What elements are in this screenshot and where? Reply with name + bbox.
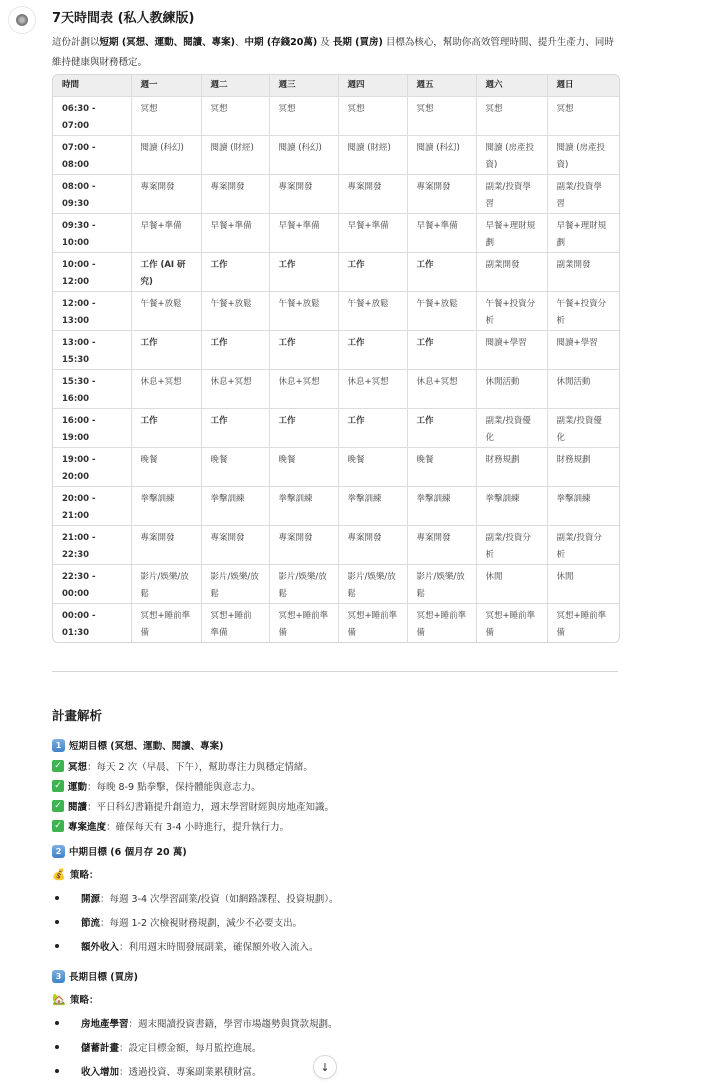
activity-cell: 午餐+放鬆 xyxy=(269,292,338,331)
item-label: 冥想 xyxy=(68,762,88,773)
time-slot-cell: 21:00 - 22:30 xyxy=(53,526,131,565)
activity-cell: 午餐+放鬆 xyxy=(407,292,476,331)
activity-cell: 休閒活動 xyxy=(547,370,619,409)
time-slot-cell: 00:00 - 01:30 xyxy=(53,604,131,643)
table-row xyxy=(53,604,619,643)
list-item xyxy=(52,934,622,958)
heading-text: 長期目標 (買房) xyxy=(69,972,138,983)
activity-cell: 午餐+投資分析 xyxy=(547,292,619,331)
activity-cell: 冥想 xyxy=(201,97,269,136)
activity-cell: 工作 xyxy=(338,409,407,448)
activity-cell: 冥想 xyxy=(547,97,619,136)
bullet-icon xyxy=(55,896,59,900)
activity-cell: 休息+冥想 xyxy=(201,370,269,409)
item-label: 收入增加 xyxy=(81,1067,120,1078)
header-time: 時間 xyxy=(53,75,131,97)
activity-cell: 午餐+放鬆 xyxy=(201,292,269,331)
long-term-section xyxy=(52,965,622,1083)
activity-cell: 冥想 xyxy=(338,97,407,136)
activity-cell: 冥想 xyxy=(269,97,338,136)
activity-cell: 工作 xyxy=(407,409,476,448)
table-row xyxy=(53,448,619,487)
mid-term-section xyxy=(52,840,622,958)
activity-cell: 影片/娛樂/放鬆 xyxy=(407,565,476,604)
check-icon: ✓ xyxy=(52,800,64,812)
activity-cell: 專案開發 xyxy=(407,526,476,565)
item-text: ：透過投資、專案副業累積財富。 xyxy=(119,1067,262,1078)
time-slot-cell: 19:00 - 20:00 xyxy=(53,448,131,487)
intro-text: 、 xyxy=(235,37,245,48)
keycap-1-icon: 1 xyxy=(52,739,65,752)
time-slot-cell: 22:30 - 00:00 xyxy=(53,565,131,604)
item-text: ：每週 3-4 次學習副業/投資（如網路課程、投資規劃）。 xyxy=(100,894,339,905)
activity-cell: 早餐+理財規劃 xyxy=(547,214,619,253)
check-icon: ✓ xyxy=(52,820,64,832)
header-monday: 週一 xyxy=(131,75,201,97)
item-label: 運動 xyxy=(68,782,88,793)
activity-cell: 午餐+投資分析 xyxy=(476,292,547,331)
activity-cell: 休息+冥想 xyxy=(338,370,407,409)
activity-cell: 冥想+睡前準備 xyxy=(201,604,269,643)
house-icon: 🏡 xyxy=(52,992,66,1006)
check-icon: ✓ xyxy=(52,760,64,772)
bullet-icon xyxy=(55,944,59,948)
item-text: ：平日科幻書籍提升創造力，週末學習財經與房地產知識。 xyxy=(87,802,335,813)
activity-cell: 拳擊訓練 xyxy=(201,487,269,526)
intro-text: 及 xyxy=(317,37,330,48)
heading-text: 中期目標 (6 個月存 20 萬) xyxy=(69,847,187,858)
activity-cell: 專案開發 xyxy=(201,526,269,565)
intro-text: 這份計劃以 xyxy=(52,37,100,48)
time-slot-cell: 08:00 - 09:30 xyxy=(53,175,131,214)
table-row xyxy=(53,292,619,331)
activity-cell: 冥想 xyxy=(476,97,547,136)
time-slot-cell: 06:30 - 07:00 xyxy=(53,97,131,136)
keycap-2-icon: 2 xyxy=(52,845,65,858)
activity-cell: 副業開發 xyxy=(476,253,547,292)
bullet-icon xyxy=(55,1021,59,1025)
table-row xyxy=(53,253,619,292)
intro-text: 目標為核心，幫助你高效管理時間、提升生產力、同時維持健康與財務穩定。 xyxy=(52,37,614,68)
list-item xyxy=(52,1035,622,1059)
activity-cell: 專案開發 xyxy=(407,175,476,214)
item-label: 節流 xyxy=(81,918,101,929)
time-slot-cell: 16:00 - 19:00 xyxy=(53,409,131,448)
list-item xyxy=(52,756,622,776)
activity-cell: 工作 xyxy=(338,331,407,370)
section-divider xyxy=(52,671,618,672)
activity-cell: 副業/投資學習 xyxy=(547,175,619,214)
intro-paragraph xyxy=(52,33,622,73)
activity-cell: 冥想+睡前準備 xyxy=(407,604,476,643)
activity-cell: 影片/娛樂/放鬆 xyxy=(131,565,201,604)
activity-cell: 休息+冥想 xyxy=(131,370,201,409)
activity-cell: 專案開發 xyxy=(269,526,338,565)
table-row xyxy=(53,214,619,253)
intro-mid-term: 中期 (存錢20萬) xyxy=(244,37,318,48)
activity-cell: 午餐+放鬆 xyxy=(338,292,407,331)
table-header-row xyxy=(53,75,619,97)
activity-cell: 工作 xyxy=(338,253,407,292)
item-text: ：確保每天有 3-4 小時進行，提升執行力。 xyxy=(106,822,290,833)
table-row xyxy=(53,370,619,409)
activity-cell: 冥想+睡前準備 xyxy=(476,604,547,643)
short-term-heading xyxy=(52,734,622,756)
activity-cell: 晚餐 xyxy=(201,448,269,487)
activity-cell: 晚餐 xyxy=(131,448,201,487)
table-row xyxy=(53,487,619,526)
time-slot-cell: 07:00 - 08:00 xyxy=(53,136,131,175)
time-slot-cell: 09:30 - 10:00 xyxy=(53,214,131,253)
header-tuesday: 週二 xyxy=(201,75,269,97)
intro-short-term: 短期 (冥想、運動、閱讀、專案) xyxy=(99,37,236,48)
activity-cell: 工作 xyxy=(269,409,338,448)
header-thursday: 週四 xyxy=(338,75,407,97)
table-row xyxy=(53,409,619,448)
item-label: 儲蓄計畫 xyxy=(81,1043,120,1054)
heading-text: 短期目標 (冥想、運動、閱讀、專案) xyxy=(69,741,224,752)
activity-cell: 工作 (AI 研究) xyxy=(131,253,201,292)
item-text: ：每天 2 次（早晨、下午），幫助專注力與穩定情緒。 xyxy=(87,762,313,773)
item-text: ：利用週末時間發展副業，確保額外收入流入。 xyxy=(119,942,319,953)
activity-cell: 工作 xyxy=(131,409,201,448)
activity-cell: 專案開發 xyxy=(338,526,407,565)
header-wednesday: 週三 xyxy=(269,75,338,97)
activity-cell: 副業/投資優化 xyxy=(476,409,547,448)
activity-cell: 午餐+放鬆 xyxy=(131,292,201,331)
header-saturday: 週六 xyxy=(476,75,547,97)
activity-cell: 晚餐 xyxy=(269,448,338,487)
activity-cell: 影片/娛樂/放鬆 xyxy=(201,565,269,604)
arrow-down-icon: ↓ xyxy=(320,1060,330,1074)
activity-cell: 專案開發 xyxy=(131,526,201,565)
list-item xyxy=(52,776,622,796)
item-label: 開源 xyxy=(81,894,101,905)
activity-cell: 副業/投資學習 xyxy=(476,175,547,214)
activity-cell: 冥想+睡前準備 xyxy=(131,604,201,643)
activity-cell: 閱讀 (房產投資) xyxy=(476,136,547,175)
message-title: 7天時間表 (私人教練版) xyxy=(52,11,195,26)
short-term-section xyxy=(52,734,622,836)
activity-cell: 早餐+準備 xyxy=(338,214,407,253)
long-term-strategy-label xyxy=(52,987,622,1011)
activity-cell: 工作 xyxy=(407,331,476,370)
activity-cell: 工作 xyxy=(131,331,201,370)
activity-cell: 拳擊訓練 xyxy=(407,487,476,526)
activity-cell: 財務規劃 xyxy=(476,448,547,487)
activity-cell: 影片/娛樂/放鬆 xyxy=(338,565,407,604)
table-row xyxy=(53,136,619,175)
activity-cell: 工作 xyxy=(201,409,269,448)
activity-cell: 休息+冥想 xyxy=(407,370,476,409)
list-item xyxy=(52,1011,622,1035)
table-row xyxy=(53,175,619,214)
activity-cell: 休息+冥想 xyxy=(269,370,338,409)
activity-cell: 副業/投資優化 xyxy=(547,409,619,448)
activity-cell: 拳擊訓練 xyxy=(269,487,338,526)
assistant-avatar xyxy=(8,6,36,34)
list-item xyxy=(52,1059,622,1083)
activity-cell: 專案開發 xyxy=(131,175,201,214)
analysis-title: 計畫解析 xyxy=(52,708,103,723)
activity-cell: 副業/投資分析 xyxy=(476,526,547,565)
activity-cell: 早餐+準備 xyxy=(131,214,201,253)
activity-cell: 工作 xyxy=(201,331,269,370)
schedule-table xyxy=(52,74,620,643)
header-sunday: 週日 xyxy=(547,75,619,97)
list-item xyxy=(52,886,622,910)
activity-cell: 休閒 xyxy=(476,565,547,604)
strategy-text: 策略： xyxy=(70,870,99,881)
time-slot-cell: 12:00 - 13:00 xyxy=(53,292,131,331)
time-slot-cell: 10:00 - 12:00 xyxy=(53,253,131,292)
activity-cell: 閱讀 (房產投資) xyxy=(547,136,619,175)
activity-cell: 工作 xyxy=(269,331,338,370)
item-text: ：每週 1-2 次檢視財務規劃，減少不必要支出。 xyxy=(100,918,303,929)
table-row xyxy=(53,526,619,565)
item-text: ：週末閱讀投資書籍，學習市場趨勢與貸款規劃。 xyxy=(128,1019,338,1030)
activity-cell: 影片/娛樂/放鬆 xyxy=(269,565,338,604)
activity-cell: 閱讀+學習 xyxy=(476,331,547,370)
list-item xyxy=(52,796,622,816)
item-text: ：設定目標金額，每月監控進展。 xyxy=(119,1043,262,1054)
table-row xyxy=(53,565,619,604)
activity-cell: 閱讀 (財經) xyxy=(338,136,407,175)
activity-cell: 專案開發 xyxy=(338,175,407,214)
activity-cell: 拳擊訓練 xyxy=(547,487,619,526)
activity-cell: 閱讀 (科幻) xyxy=(131,136,201,175)
activity-cell: 冥想+睡前準備 xyxy=(338,604,407,643)
activity-cell: 休閒活動 xyxy=(476,370,547,409)
activity-cell: 冥想 xyxy=(407,97,476,136)
assistant-logo-icon xyxy=(16,14,28,26)
activity-cell: 拳擊訓練 xyxy=(476,487,547,526)
long-term-heading xyxy=(52,965,622,987)
activity-cell: 工作 xyxy=(407,253,476,292)
time-slot-cell: 20:00 - 21:00 xyxy=(53,487,131,526)
item-text: ：每晚 8-9 點拳擊，保持體能與意志力。 xyxy=(87,782,261,793)
keycap-3-icon: 3 xyxy=(52,970,65,983)
activity-cell: 副業開發 xyxy=(547,253,619,292)
activity-cell: 晚餐 xyxy=(407,448,476,487)
activity-cell: 早餐+理財規劃 xyxy=(476,214,547,253)
table-row xyxy=(53,331,619,370)
activity-cell: 專案開發 xyxy=(269,175,338,214)
item-label: 額外收入 xyxy=(81,942,120,953)
bullet-icon xyxy=(55,920,59,924)
activity-cell: 拳擊訓練 xyxy=(338,487,407,526)
item-label: 閱讀 xyxy=(68,802,88,813)
activity-cell: 閱讀 (財經) xyxy=(201,136,269,175)
activity-cell: 冥想+睡前準備 xyxy=(556,611,607,638)
activity-cell: 休閒 xyxy=(547,565,619,604)
activity-cell: 早餐+準備 xyxy=(201,214,269,253)
activity-cell: 專案開發 xyxy=(201,175,269,214)
scroll-to-bottom-button[interactable] xyxy=(313,1055,337,1079)
mid-term-heading xyxy=(52,840,622,862)
money-bag-icon: 💰 xyxy=(52,867,66,881)
table-row xyxy=(53,97,619,136)
activity-cell: 閱讀 (科幻) xyxy=(269,136,338,175)
activity-cell: 拳擊訓練 xyxy=(131,487,201,526)
activity-cell: 工作 xyxy=(201,253,269,292)
item-label: 專案進度 xyxy=(68,822,107,833)
check-icon: ✓ xyxy=(52,780,64,792)
bullet-icon xyxy=(55,1045,59,1049)
activity-cell: 閱讀+學習 xyxy=(547,331,619,370)
activity-cell: 財務規劃 xyxy=(547,448,619,487)
mid-term-strategy-label xyxy=(52,862,622,886)
activity-cell: 冥想 xyxy=(131,97,201,136)
list-item xyxy=(52,816,622,836)
header-friday: 週五 xyxy=(407,75,476,97)
item-label: 房地產學習 xyxy=(81,1019,129,1030)
bullet-icon xyxy=(55,1069,59,1073)
activity-cell: 晚餐 xyxy=(338,448,407,487)
time-slot-cell: 13:00 - 15:30 xyxy=(53,331,131,370)
list-item xyxy=(52,910,622,934)
activity-cell: 副業/投資分析 xyxy=(547,526,619,565)
time-slot-cell: 15:30 - 16:00 xyxy=(53,370,131,409)
activity-cell: 工作 xyxy=(269,253,338,292)
activity-cell: 閱讀 (科幻) xyxy=(407,136,476,175)
intro-long-term: 長期 (買房) xyxy=(332,37,383,48)
strategy-text: 策略： xyxy=(70,995,99,1006)
activity-cell: 早餐+準備 xyxy=(269,214,338,253)
activity-cell: 冥想+睡前準備 xyxy=(269,604,338,643)
activity-cell: 早餐+準備 xyxy=(407,214,476,253)
